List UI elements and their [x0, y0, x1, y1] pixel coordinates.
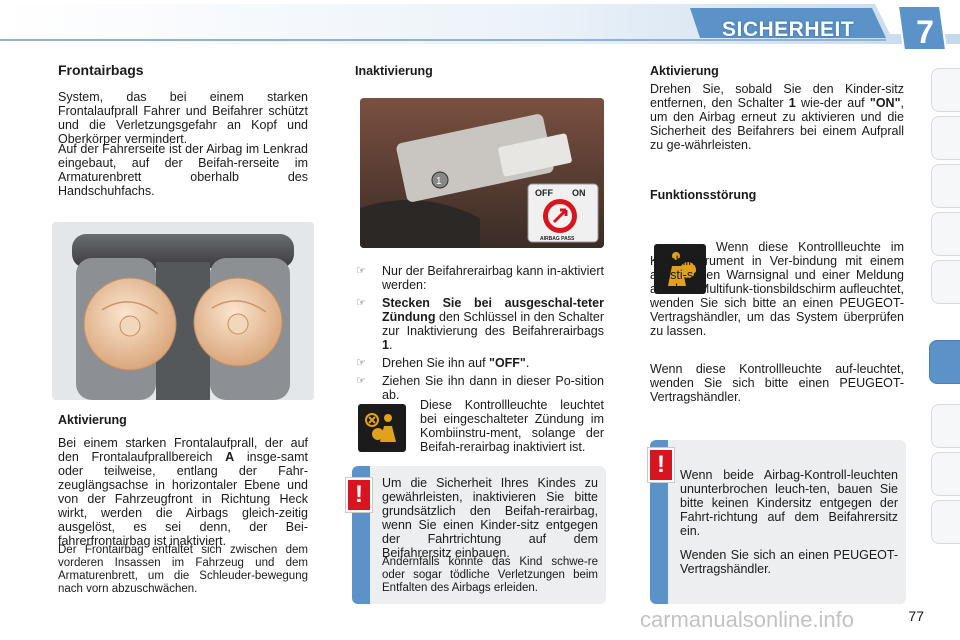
- deployment-paragraph: Der Frontairbag entfaltet sich zwischen dem vorderen Insassen im Fahrzeug und dem Armaturenbrett, um die Schleuder-bewegung nach vorn abzuschwächen.: [58, 544, 308, 595]
- lamp-description: Diese Kontrollleuchte leuchtet bei eingeschalteter Zündung im Kombiinstru-ment, solange der Beifah-rerairbag inaktiviert ist.: [420, 398, 604, 454]
- svg-text:1: 1: [436, 176, 442, 187]
- airbag-switch-photo: [360, 98, 604, 248]
- chapter-tab[interactable]: [931, 500, 960, 544]
- chapter-tab[interactable]: [931, 116, 960, 160]
- hand-pointer-icon: ☞: [356, 375, 366, 387]
- list-item: ☞ Ziehen Sie ihn dann in dieser Po-sition ab.: [356, 374, 604, 402]
- chapter-tab[interactable]: [931, 68, 960, 112]
- chapter-tabs: [930, 68, 960, 588]
- hand-pointer-icon: ☞: [356, 265, 366, 277]
- hand-pointer-icon: ☞: [356, 357, 366, 369]
- chapter-tab[interactable]: [931, 452, 960, 496]
- switch-on-label: ON: [572, 188, 586, 198]
- chapter-number: 7: [916, 14, 934, 50]
- list-item: ☞ Nur der Beifahrerairbag kann in-aktiviert werden:: [356, 264, 604, 292]
- exclamation-icon: !: [346, 478, 372, 512]
- both-lamps-warning-box: [650, 440, 906, 604]
- section-title: SICHERHEIT: [722, 18, 855, 41]
- inaktivierung-title: Inaktivierung: [355, 64, 433, 78]
- funktionsstoerung-title: Funktionsstörung: [650, 188, 757, 202]
- activation-text-end: insge-samt oder teilweise, entlang der Fahr-zeuglängsachse in horizontaler Ebene und von der Fahrzeugfront in Richtung Heck wirkt, werden die Airbags gleich-zeitig ausgelöst, es sei denn, der Bei-fahrerfrontairbag ist inaktiviert.: [58, 450, 308, 548]
- activation-text-start: Bei einem starken Frontalaufprall, der auf den Frontalaufprallbereich: [58, 436, 308, 464]
- fault-description: Wenn diese Kontrollleuchte im Kombiinstrument in Ver-bindung mit einem akusti-schen Warnsignal und einer Meldung auf dem Multifunk-tionsbildschirm aufleuchtet, wenden Sie sich bitte an einen PEUGEOT-Vertragshändler, um das System überprüfen zu lassen.: [650, 240, 904, 338]
- switch-plate-label: AIRBAG PASS: [540, 236, 575, 242]
- aktivierung-left-title: Aktivierung: [58, 413, 127, 427]
- child-seat-warning-box: [352, 466, 606, 604]
- reactivation-paragraph: Drehen Sie, sobald Sie den Kinder-sitz entfernen, den Schalter 1 wie-der auf "ON", um den Airbag erneut zu aktivieren und die Sicherheit des Beifahrers bei einem Aufprall zu ge-währleisten.: [650, 82, 904, 152]
- hand-pointer-icon: ☞: [356, 297, 366, 309]
- activation-paragraph: [58, 436, 308, 548]
- chapter-tab[interactable]: [931, 164, 960, 208]
- page-number: 77: [908, 608, 924, 624]
- both-lamps-warning-text: Wenn beide Airbag-Kontroll-leuchten ununterbrochen leuch-ten, bauen Sie bitte keinen Kindersitz entgegen der Fahrt-richtung auf dem Beifahrersitz ein.: [680, 468, 898, 538]
- list-item: ☞ Drehen Sie ihn auf "OFF".: [356, 356, 530, 370]
- intro-paragraph: System, das bei einem starken Frontalaufprall Fahrer und Beifahrer schützt und die Verletzungsgefahr an Kopf und Oberkörper vermindert.: [58, 90, 308, 146]
- deactivation-steps: [356, 264, 604, 406]
- child-seat-danger-text: Andernfalls könnte das Kind schwe-re oder sogar tödliche Verletzungen beim Entfalten des Airbags erleiden.: [382, 556, 598, 594]
- zone-label: A: [225, 450, 235, 464]
- fault-description-2: Wenn diese Kontrollleuchte auf-leuchtet, wenden Sie sich bitte einen PEUGEOT-Vertragshändler.: [650, 362, 904, 404]
- chapter-tab[interactable]: [931, 212, 960, 256]
- list-item: ☞ Stecken Sie bei ausgeschal-teter Zündung den Schlüssel in den Schalter zur Inaktivierung des Beifahrerairbags 1.: [356, 296, 604, 352]
- exclamation-icon: !: [648, 448, 674, 482]
- chapter-tab[interactable]: [931, 260, 960, 304]
- switch-off-label: OFF: [535, 188, 553, 198]
- airbag-deployment-photo: [52, 222, 314, 400]
- airbag-off-warning-lamp-icon: [358, 404, 406, 452]
- chapter-tab-active[interactable]: [929, 340, 960, 384]
- watermark: carmanualsonline.info: [640, 607, 855, 632]
- aktivierung-right-title: Aktivierung: [650, 64, 719, 78]
- frontairbags-title: Frontairbags: [58, 62, 144, 78]
- chapter-tab[interactable]: [931, 404, 960, 448]
- location-paragraph: Auf der Fahrerseite ist der Airbag im Lenkrad eingebaut, auf der Beifah-rerseite im Armaturenbrett oberhalb des Handschuhfachs.: [58, 142, 308, 198]
- child-seat-warning-text: Um die Sicherheit Ihres Kindes zu gewährleisten, inaktivieren Sie bitte grundsätzlich den Beifah-rerairbag, wenn Sie einen Kinder-sitz entgegen der Fahrtrichtung auf dem Beifahrersitz einbauen.: [382, 476, 598, 560]
- contact-dealer-text: Wenden Sie sich an einen PEUGEOT-Vertragshändler.: [680, 548, 898, 576]
